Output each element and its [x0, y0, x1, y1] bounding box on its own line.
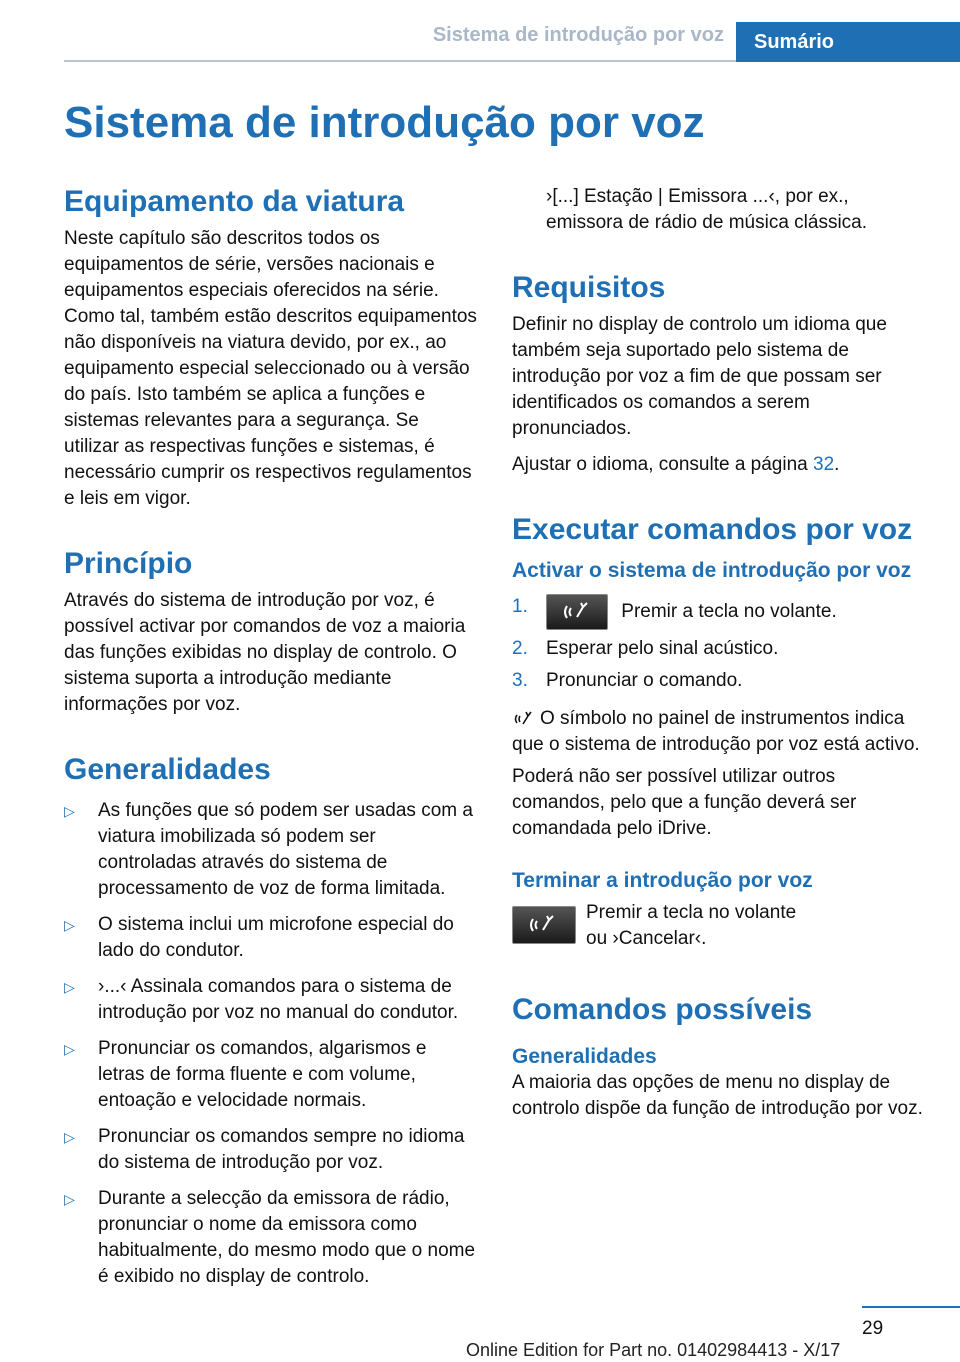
- bullet-item: ▷ ›...‹ Assinala comandos para o sistema de introdução por voz no manual do condutor.: [64, 974, 478, 1026]
- requirements-heading: Requisitos: [512, 271, 666, 304]
- steps-list: [512, 594, 928, 694]
- page-link[interactable]: 32: [813, 454, 835, 475]
- step-item: 3. Pronunciar o comando.: [512, 670, 743, 691]
- continued-text: ›[...] Estação | Emissora ...‹, por ex., emissora de rádio de música clássica.: [546, 186, 868, 233]
- possible-commands-heading: Comandos possíveis: [512, 993, 813, 1026]
- bullet-item: ▷ O sistema inclui um microfone especial do lado do condutor.: [64, 912, 478, 964]
- tab-summary[interactable]: Sumário: [736, 22, 960, 62]
- idrive-text: Poderá não ser possível utilizar outros comandos, pelo que a função deverá ser comandada pelo iDrive.: [512, 766, 857, 839]
- general-bullet-list: [64, 798, 478, 1290]
- symbol-text: O símbolo no painel de instrumentos indica que o sistema de introdução por voz está activo.: [512, 708, 920, 755]
- equipment-heading: Equipamento da viatura: [64, 185, 405, 218]
- general-sub-text: A maioria das opções de menu no display de controlo dispõe da função de introdução por voz.: [512, 1072, 923, 1119]
- header-section-title: Sistema de introdução por voz: [432, 24, 724, 46]
- footer-rule: [862, 1306, 960, 1308]
- end-heading: Terminar a introdução por voz: [512, 869, 813, 892]
- principle-heading: Princípio: [64, 547, 193, 580]
- bullet-item: ▷ Durante a selecção da emissora de rádio, pronunciar o nome da emissora como habitualmente, do mesmo modo que o nome é exibido no display de controlo.: [64, 1186, 478, 1290]
- edition-footer: Online Edition for Part no. 01402984413 - X/17: [466, 1340, 841, 1360]
- page-title: Sistema de introdução por voz: [64, 98, 705, 147]
- general-heading: Generalidades: [64, 753, 271, 786]
- page-number: 29: [862, 1318, 884, 1339]
- general-subheading: Generalidades: [512, 1045, 657, 1068]
- bullet-item: ▷ As funções que só podem ser usadas com a viatura imobilizada só podem ser controladas através do sistema de processamento de voz de forma limitada.: [64, 798, 478, 902]
- principle-text: Através do sistema de introdução por voz, é possível activar por comandos de voz a maioria das funções exibidas no display de controlo. O sistema suporta a introdução mediante informações por voz.: [64, 590, 466, 715]
- voice-symbol-icon: [512, 710, 534, 728]
- bullet-item: ▷ Pronunciar os comandos, algarismos e letras de forma fluente e com volume, entoação e velocidade normais.: [64, 1036, 478, 1114]
- execute-heading: Executar comandos por voz: [512, 513, 913, 546]
- end-line-1: Premir a tecla no volante: [586, 902, 797, 923]
- voice-command-button-icon: [546, 594, 608, 630]
- step-item: 1. Premir a tecla no volante.: [512, 594, 928, 630]
- right-column: [512, 184, 928, 1122]
- language-text: Ajustar o idioma, consulte a página 32.: [512, 454, 840, 475]
- voice-command-button-icon: [512, 906, 576, 944]
- end-line-2: ou ›Cancelar‹.: [586, 928, 707, 949]
- cancel-row: [512, 900, 928, 970]
- step-item: 2. Esperar pelo sinal acústico.: [512, 638, 779, 659]
- activate-heading: Activar o sistema de introdução por voz: [512, 559, 912, 582]
- requirements-text: Definir no display de controlo um idioma que também seja suportado pelo sistema de introdução por voz a fim de que possam ser identificados os comandos a serem pronunciados.: [512, 314, 887, 439]
- left-column: [64, 184, 478, 1300]
- equipment-text: Neste capítulo são descritos todos os equipamentos de série, versões nacionais e equipamentos especiais oferecidos na série. Como tal, também estão descritos equipamentos não disponíveis na viatura devido, por ex., ao equipamento especial seleccionado ou à versão do país. Isto também se aplica a funções e sistemas relevantes para a segurança. Se utilizar as respectivas funções e sistemas, é necessário cumprir os respectivos regulamentos e leis em vigor.: [64, 228, 477, 509]
- bullet-item: ▷ Pronunciar os comandos sempre no idioma do sistema de introdução por voz.: [64, 1124, 478, 1176]
